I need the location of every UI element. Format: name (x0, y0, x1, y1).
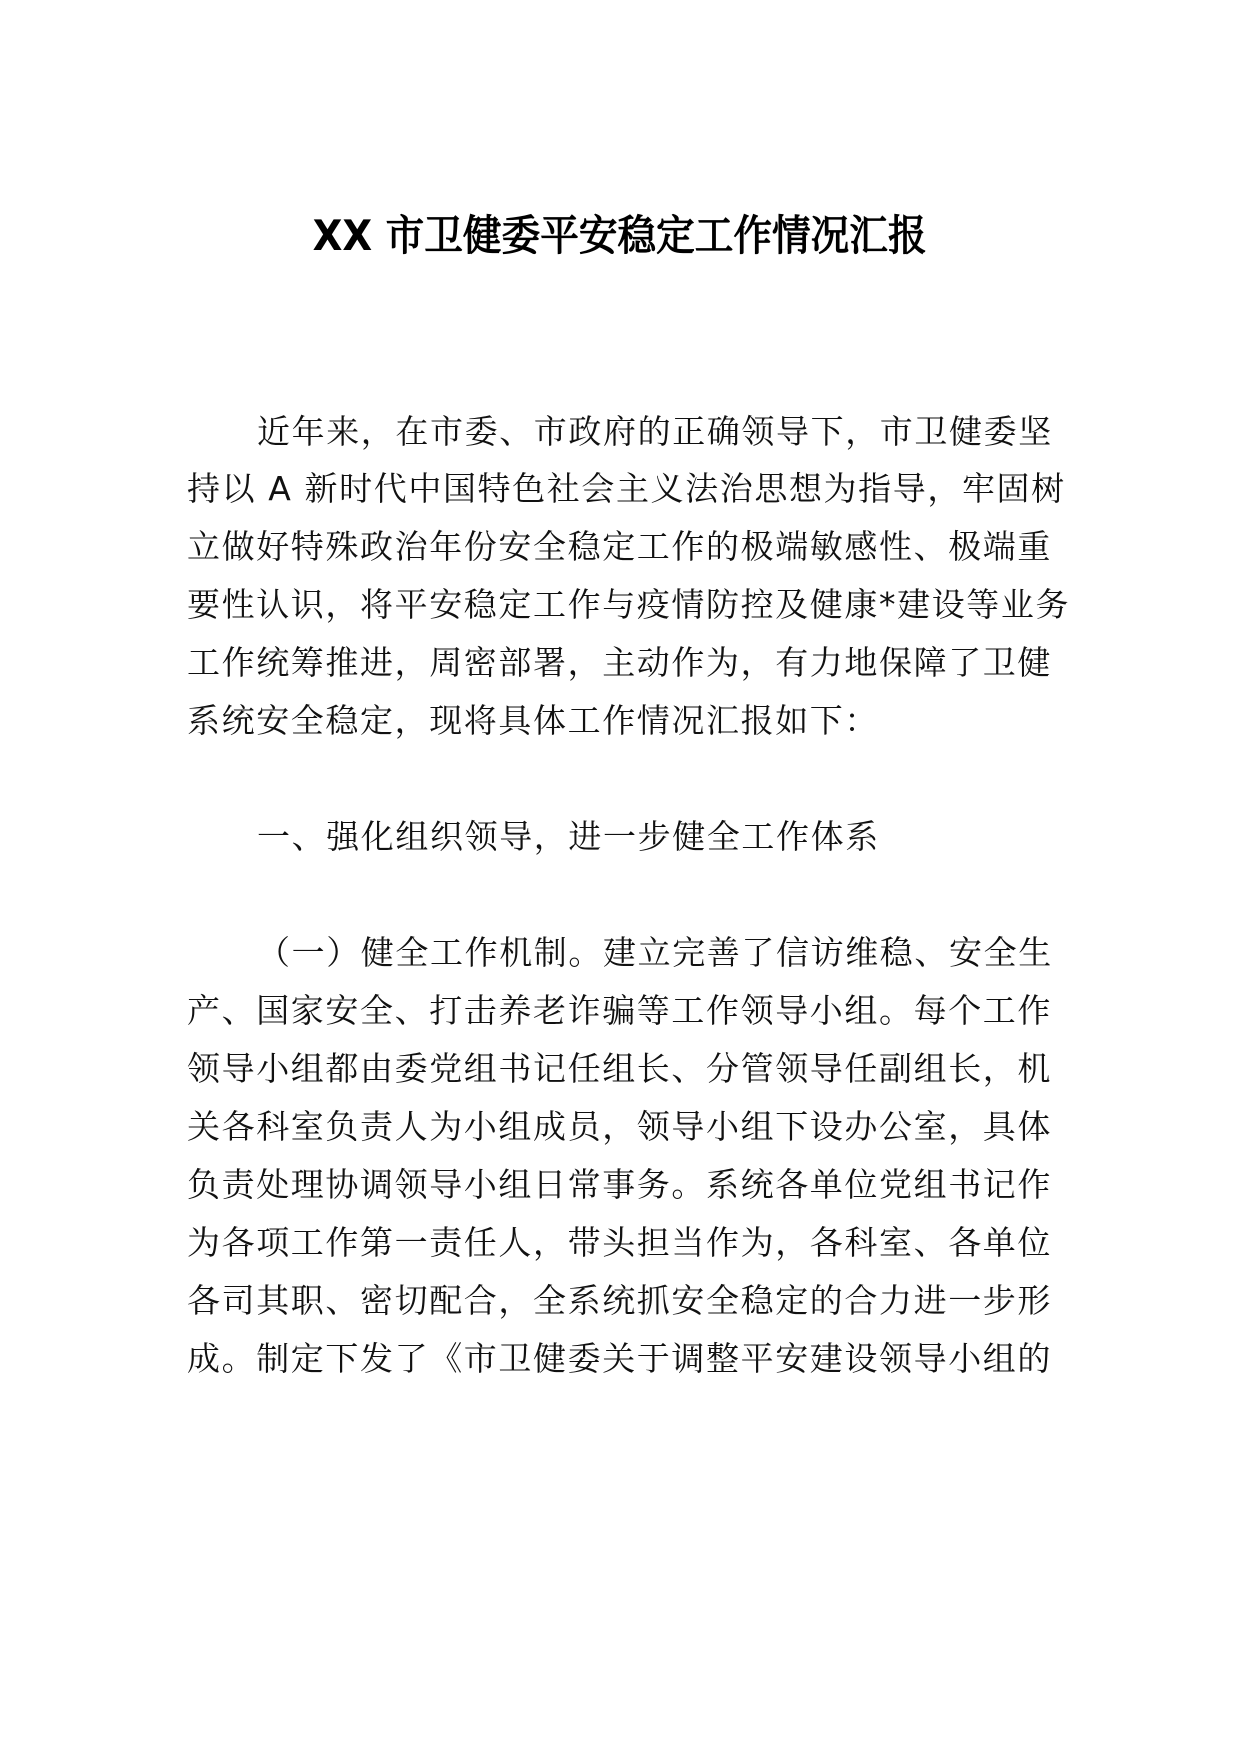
paragraph-line: 持以 A 新时代中国特色社会主义法治思想为指导，牢固树 (187, 469, 1066, 508)
paragraph-line: 负责处理协调领导小组日常事务。系统各单位党组书记作 (187, 1165, 1052, 1204)
paragraph-line: （一）健全工作机制。建立完善了信访维稳、安全生 (257, 933, 1053, 972)
paragraph-line: 近年来，在市委、市政府的正确领导下，市卫健委坚 (257, 412, 1053, 451)
paragraph-line: 工作统筹推进，周密部署，主动作为，有力地保障了卫健 (187, 643, 1052, 682)
paragraph-line: 为各项工作第一责任人，带头担当作为，各科室、各单位 (187, 1223, 1052, 1262)
section-heading: 一、强化组织领导，进一步健全工作体系 (257, 817, 880, 856)
paragraph-line: 系统安全稳定，现将具体工作情况汇报如下： (187, 701, 879, 740)
paragraph-line: 成。制定下发了《市卫健委关于调整平安建设领导小组的 (187, 1339, 1052, 1378)
paragraph-line: 立做好特殊政治年份安全稳定工作的极端敏感性、极端重 (187, 527, 1052, 566)
paragraph-line: 领导小组都由委党组书记任组长、分管领导任副组长，机 (187, 1049, 1052, 1088)
paragraph-line: 关各科室负责人为小组成员，领导小组下设办公室，具体 (187, 1107, 1052, 1146)
paragraph-line: 要性认识，将平安稳定工作与疫情防控及健康*建设等业务 (187, 585, 1071, 624)
document-title: XX 市卫健委平安稳定工作情况汇报 (312, 211, 927, 260)
paragraph-line: 各司其职、密切配合，全系统抓安全稳定的合力进一步形 (187, 1281, 1052, 1320)
paragraph-line: 产、国家安全、打击养老诈骗等工作领导小组。每个工作 (187, 991, 1052, 1030)
